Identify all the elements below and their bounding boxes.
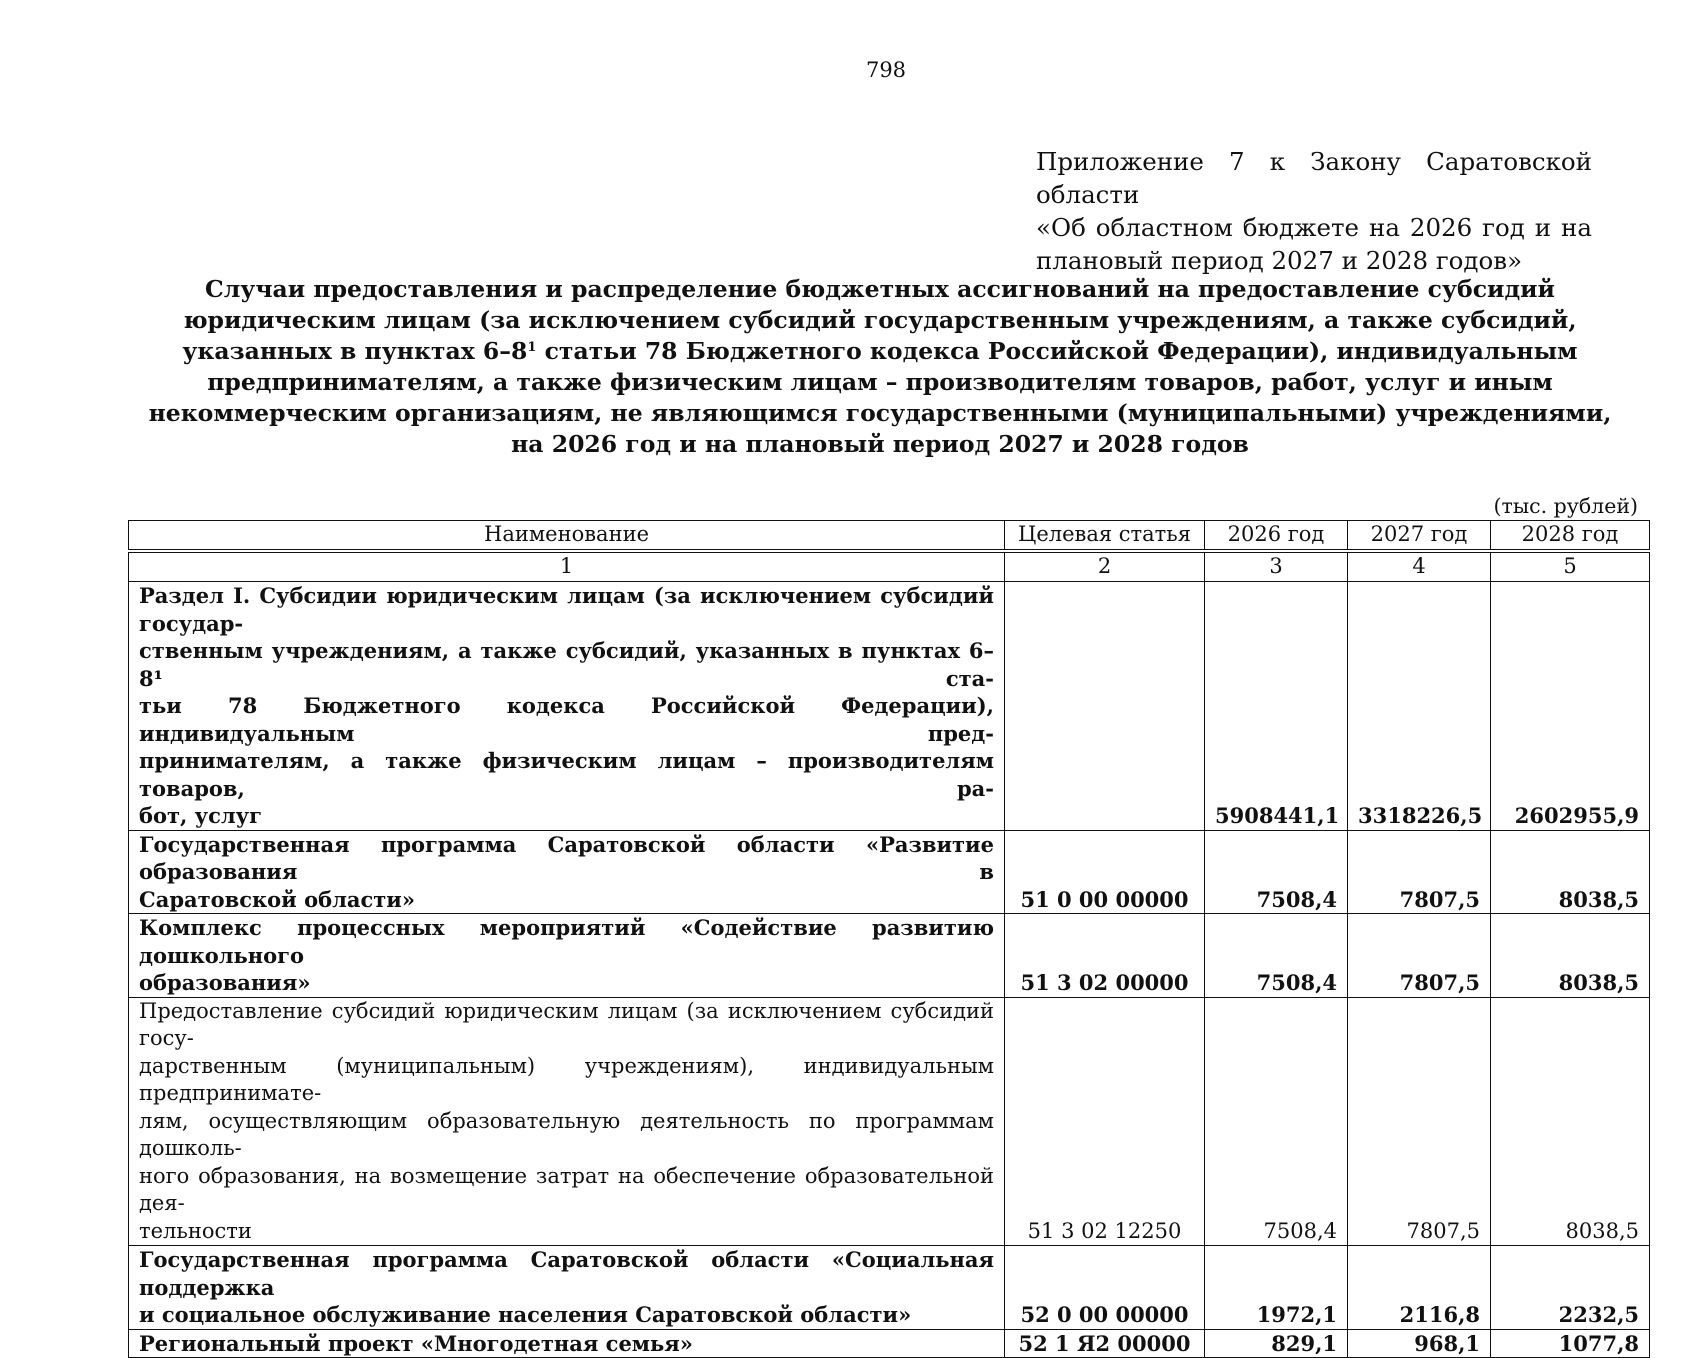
budget-table (128, 520, 1650, 1358)
row-value-2028: 8038,5 (1491, 830, 1650, 914)
title-superscript: 1 (527, 340, 537, 355)
row-value-2028: 2602955,9 (1491, 582, 1650, 831)
page-number: 798 (865, 58, 907, 82)
units-label: (тыс. рублей) (1493, 494, 1638, 518)
column-number-row (129, 553, 1650, 582)
title-line-1: Случаи предоставления и распределение бюджетных ассигнований на предоставление субсидий (205, 275, 1555, 303)
row-value-2026: 1972,1 (1205, 1246, 1348, 1330)
row-name (129, 830, 1005, 914)
column-number-1: 1 (129, 553, 1005, 582)
row-name-line: лям, осуществляющим образовательную деятельность по программам дошколь- (139, 1108, 994, 1160)
row-name-line: Государственная программа Саратовской области «Развитие образования в (139, 831, 994, 884)
row-name-line: образования» (139, 970, 311, 995)
row-value-2028: 8038,5 (1491, 914, 1650, 998)
row-code: 52 1 Я2 00000 (1005, 1329, 1205, 1358)
header-name: Наименование (129, 521, 1005, 550)
row-name-line: ственным учреждениям, а также субсидий, указанных в пунктах 6–8¹ ста- (139, 638, 994, 691)
table-row (129, 914, 1650, 998)
row-value-2026: 5908441,1 (1205, 582, 1348, 831)
column-number-2: 2 (1005, 553, 1205, 582)
row-code: 51 3 02 12250 (1005, 997, 1205, 1246)
title-line-3-end: статьи 78 Бюджетного кодекса Российской Федерации), индивидуальным (536, 337, 1578, 365)
appendix-line-3: плановый период 2027 и 2028 годов» (1036, 246, 1523, 275)
table-row (129, 1246, 1650, 1330)
row-name (129, 1329, 1005, 1358)
row-value-2028: 8038,5 (1491, 997, 1650, 1246)
appendix-line-1: Приложение 7 к Закону Саратовской области (1036, 147, 1592, 209)
row-code (1005, 582, 1205, 831)
row-value-2027: 7807,5 (1348, 997, 1491, 1246)
row-code: 52 0 00 00000 (1005, 1246, 1205, 1330)
column-number-3: 3 (1205, 553, 1348, 582)
table-row (129, 1329, 1650, 1358)
row-name-line: и социальное обслуживание населения Саратовской области» (139, 1302, 912, 1327)
row-value-2027: 3318226,5 (1348, 582, 1491, 831)
header-code: Целевая статья (1005, 521, 1205, 550)
row-name-line: дарственным (муниципальным) учреждениям), индивидуальным предпринимате- (139, 1053, 994, 1105)
title-line-4: предпринимателям, а также физическим лицам – производителям товаров, работ, услуг и иным (207, 368, 1553, 396)
row-name-line: Саратовской области» (139, 886, 415, 912)
appendix-line-2: «Об областном бюджете на 2026 год и на (1036, 213, 1592, 242)
appendix-header (1036, 145, 1592, 277)
row-name-line: ного образования, на возмещение затрат на обеспечение образовательной дея- (139, 1163, 994, 1215)
header-2028: 2028 год (1491, 521, 1650, 550)
column-number-5: 5 (1491, 553, 1650, 582)
title-line-5: некоммерческим организациям, не являющимся государственными (муниципальными) учреждениями, (148, 399, 1612, 427)
row-name (129, 914, 1005, 998)
row-value-2027: 2116,8 (1348, 1246, 1491, 1330)
row-value-2027: 7807,5 (1348, 914, 1491, 998)
row-value-2028: 1077,8 (1491, 1329, 1650, 1358)
header-2026: 2026 год (1205, 521, 1348, 550)
row-name (129, 582, 1005, 831)
row-value-2026: 7508,4 (1205, 830, 1348, 914)
row-name-line: Предоставление субсидий юридическим лицам (за исключением субсидий госу- (139, 998, 994, 1050)
document-title (130, 274, 1630, 460)
row-value-2027: 968,1 (1348, 1329, 1491, 1358)
row-name-line: Раздел I. Субсидии юридическим лицам (за исключением субсидий государ- (139, 583, 994, 636)
table-header-row (129, 521, 1650, 550)
row-name-line: тьи 78 Бюджетного кодекса Российской Федерации), индивидуальным пред- (139, 693, 994, 746)
row-name-line: принимателям, а также физическим лицам – производителям товаров, ра- (139, 748, 994, 801)
table-row (129, 582, 1650, 831)
row-name (129, 1246, 1005, 1330)
header-2027: 2027 год (1348, 521, 1491, 550)
row-name-line: Государственная программа Саратовской области «Социальная поддержка (139, 1247, 994, 1300)
row-code: 51 0 00 00000 (1005, 830, 1205, 914)
row-name-line: Региональный проект «Многодетная семья» (139, 1330, 693, 1356)
title-line-3 (130, 336, 1630, 367)
title-line-6: на 2026 год и на плановый период 2027 и 2028 годов (511, 430, 1249, 458)
row-value-2028: 2232,5 (1491, 1246, 1650, 1330)
row-value-2026: 829,1 (1205, 1329, 1348, 1358)
row-name-line: Комплекс процессных мероприятий «Содействие развитию дошкольного (139, 915, 994, 968)
row-name (129, 997, 1005, 1246)
row-value-2027: 7807,5 (1348, 830, 1491, 914)
column-number-4: 4 (1348, 553, 1491, 582)
table-row (129, 830, 1650, 914)
row-code: 51 3 02 00000 (1005, 914, 1205, 998)
row-name-line: тельности (139, 1218, 252, 1243)
row-value-2026: 7508,4 (1205, 997, 1348, 1246)
table-row (129, 997, 1650, 1246)
row-name-line: бот, услуг (139, 803, 262, 828)
row-value-2026: 7508,4 (1205, 914, 1348, 998)
table-body (129, 582, 1650, 1358)
title-line-2: юридическим лицам (за исключением субсидий государственным учреждениям, а также субсидий, (183, 306, 1577, 334)
title-line-3-start: указанных в пунктах 6–8 (182, 337, 528, 365)
